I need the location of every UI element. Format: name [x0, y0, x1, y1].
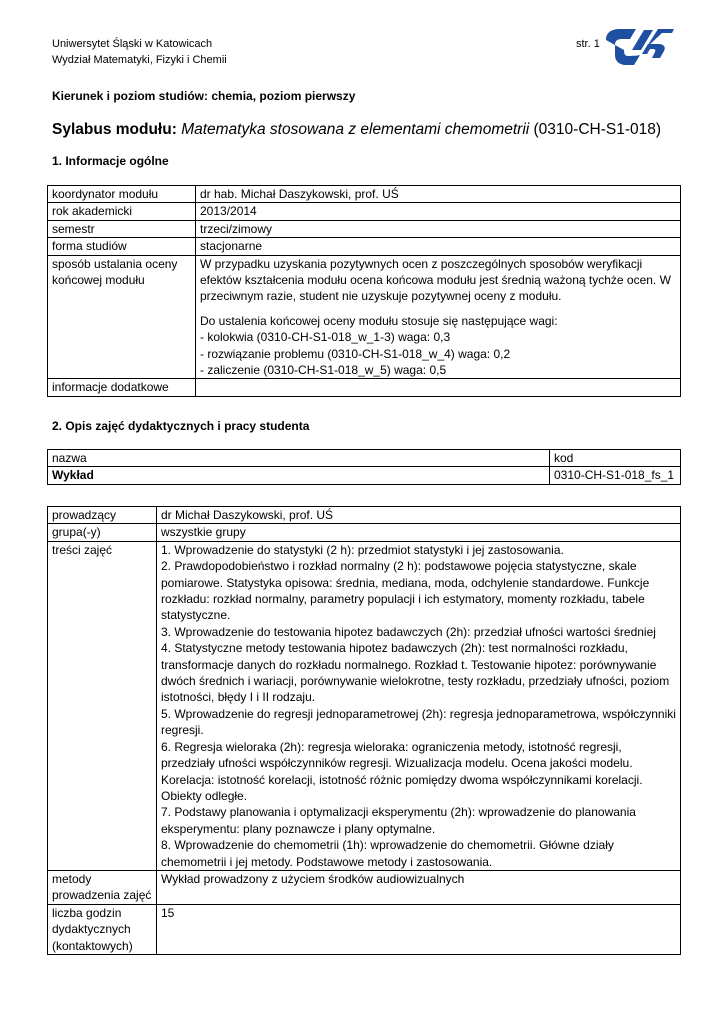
section1-heading: 1. Informacje ogólne: [52, 154, 169, 168]
class-name: Wykład: [48, 467, 550, 484]
class-details-table: [47, 506, 681, 955]
list-item: 7. Podstawy planowania i optymalizacji eksperymentu (2h): wprowadzenie do planowania eksperymentu: plany poznawcze i plany optymalne.: [161, 805, 636, 836]
assessment-label: sposób ustalania oceny końcowej modułu: [48, 255, 196, 379]
row-value: wszystkie grupy: [157, 524, 681, 541]
table-row: [48, 524, 681, 541]
faculty-name: Wydział Matematyki, Fizyki i Chemii: [52, 54, 227, 66]
list-item: 4. Statystyczne metody testowania hipotez badawczych (2h): test normalności rozkładu, transformacje danych do rozkładu normalnego. Rozkład t. Testowanie hipotez: porównywanie dwóch średnich i wariacji, porównywanie wielokrotne, testy rozkładu, przedziały ufności, poziom istotności, błędy I i II rodzaju.: [161, 641, 670, 705]
table-row: [48, 186, 681, 203]
row-value: stacjonarne: [196, 238, 681, 255]
title-prefix: Sylabus modułu:: [52, 121, 182, 138]
list-item: 6. Regresja wieloraka (2h): regresja wieloraka: ograniczenia metody, istotność regresji, przedziały ufności współczynników regresji. Wizualizacja modelu. Ocena jakości modelu. Korelacja: istotność korelacji, istotność różnic pomiędzy dwoma współczynnikami korelacji. Obiekty odległe.: [161, 739, 643, 803]
table-row: [48, 238, 681, 255]
university-name: Uniwersytet Śląski w Katowicach: [52, 38, 213, 50]
table-row: [48, 870, 681, 904]
row-value: trzeci/zimowy: [196, 220, 681, 237]
row-value: dr hab. Michał Daszykowski, prof. UŚ: [196, 186, 681, 203]
table-row: [48, 379, 681, 396]
table-row: [48, 255, 681, 379]
section2-heading: 2. Opis zajęć dydaktycznych i pracy studenta: [52, 419, 310, 433]
document-header: [52, 36, 227, 68]
row-value: 2013/2014: [196, 203, 681, 220]
module-name: Matematyka stosowana z elementami chemometrii: [181, 121, 530, 138]
table-row: [48, 203, 681, 220]
row-label: grupa(-y): [48, 524, 157, 541]
list-item: 3. Wprowadzenie do testowania hipotez badawczych (2h): przedział ufności wartości średniej: [161, 624, 656, 639]
column-code-header: kod: [550, 450, 681, 467]
table-row: [48, 220, 681, 237]
list-item: 8. Wprowadzenie do chemometrii (1h): wprowadzenie do chemometrii. Główne działy chemometrii i jej metody. Podstawowe metody i zastosowania.: [161, 838, 614, 869]
extra-info-value: [196, 379, 681, 396]
university-logo-icon: [606, 28, 674, 66]
extra-info-label: informacje dodatkowe: [48, 379, 196, 396]
assessment-rule: W przypadku uzyskania pozytywnych ocen z poszczególnych sposobów weryfikacji efektów kształcenia modułu ocena końcowa modułu jest średnią ważoną tychże ocen. W przeciwnym razie, student nie uzyskuje pozytywnej oceny z modułu.: [200, 256, 671, 304]
table-row: [48, 507, 681, 524]
table-header-row: [48, 450, 681, 467]
row-label: forma studiów: [48, 238, 196, 255]
row-label: semestr: [48, 220, 196, 237]
methods-label: metody prowadzenia zajęć: [48, 870, 157, 904]
row-label: koordynator modułu: [48, 186, 196, 203]
assessment-value: [196, 255, 681, 379]
class-code: 0310-CH-S1-018_fs_1: [550, 467, 681, 484]
table-row: [48, 904, 681, 954]
column-name-header: nazwa: [48, 450, 550, 467]
list-item: 5. Wprowadzenie do regresji jednoparametrowej (2h): regresja jednoparametrowa, współczynniki regresji.: [161, 706, 676, 738]
page-title: [52, 120, 661, 140]
hours-value: 15: [157, 904, 681, 954]
assessment-weights: Do ustalenia końcowej oceny modułu stosuje się następujące wagi: - kolokwia (0310-CH-S1-018_w_1-3) waga: 0,3 - rozwiązanie problemu (0310-CH-S1-018_w_4) waga: 0,2 - zaliczenie (0310-CH-S1-018_w_5) waga: 0,5: [200, 313, 558, 378]
list-item: 1. Wprowadzenie do statystyki (2 h): przedmiot statystyki i jej zastosowania.: [161, 542, 564, 557]
table-row: [48, 467, 681, 484]
row-label: rok akademicki: [48, 203, 196, 220]
program-info: Kierunek i poziom studiów: chemia, poziom pierwszy: [52, 89, 356, 103]
hours-label: liczba godzin dydaktycznych (kontaktowych): [48, 904, 157, 954]
list-item: 2. Prawdopodobieństwo i rozkład normalny (2 h): podstawowe pojęcia statystyczne, skale pomiarowe. Statystyka opisowa: średnia, mediana, moda, odchylenie standardowe. Funkcje rozkładu: rozkład normalny, parametry populacji i ich estymatory, momenty rozkładu, tabele statystyczne.: [161, 559, 650, 623]
page-number: str. 1: [576, 38, 600, 50]
methods-value: Wykład prowadzony z użyciem środków audiowizualnych: [157, 870, 681, 904]
row-label: prowadzący: [48, 507, 157, 524]
module-code: (0310-CH-S1-018): [529, 121, 662, 138]
table-row: [48, 541, 681, 870]
row-value: dr Michał Daszykowski, prof. UŚ: [157, 507, 681, 524]
content-list: [157, 541, 681, 870]
general-info-table: [47, 185, 681, 397]
content-label: treści zajęć: [48, 541, 157, 870]
class-header-table: [47, 449, 681, 485]
